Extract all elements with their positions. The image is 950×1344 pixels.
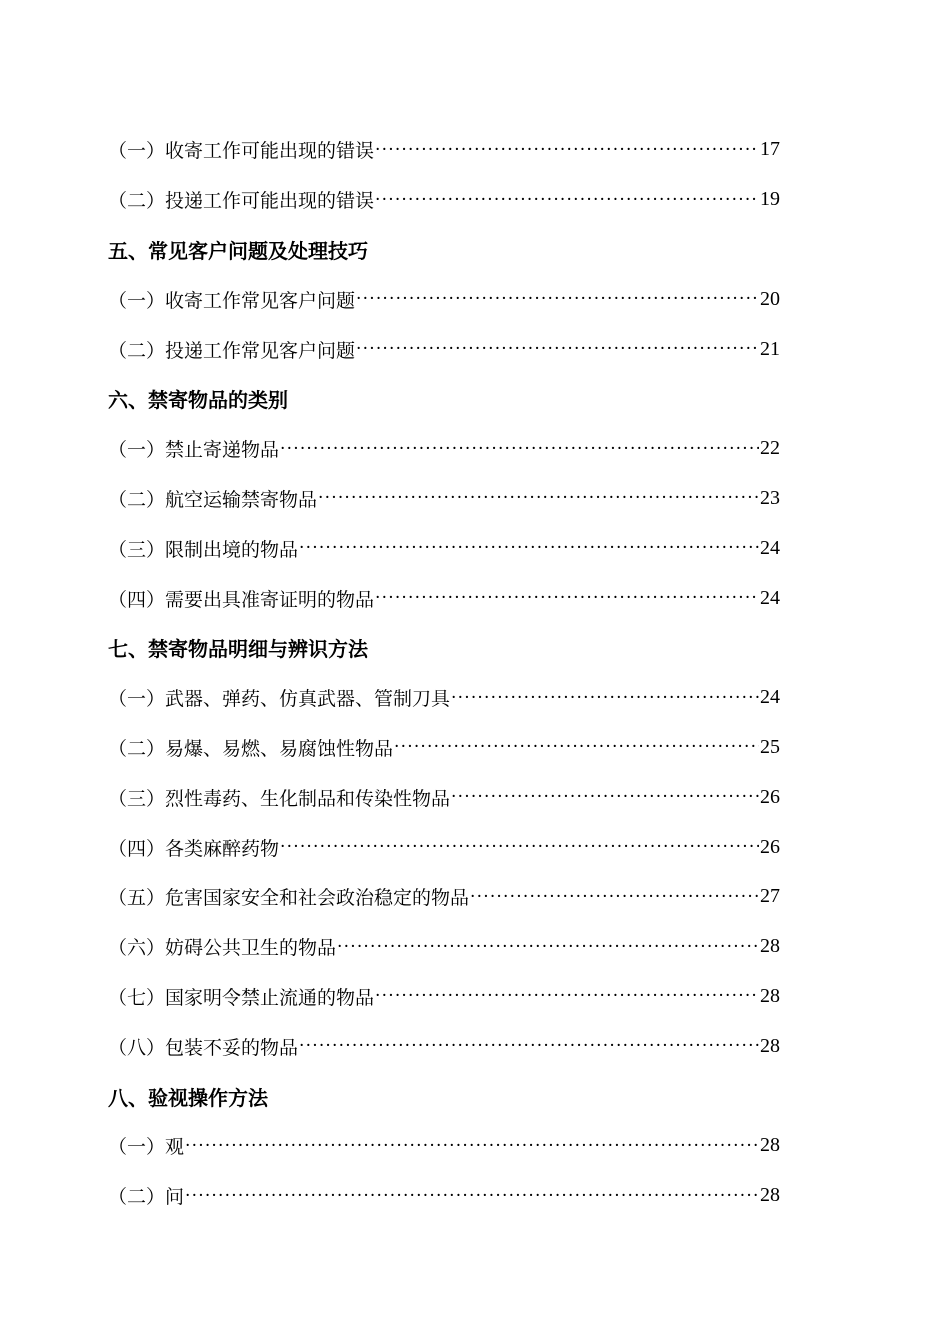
toc-entry-label: （四）各类麻醉药物 [108,837,280,860]
toc-entry-label: （二）投递工作可能出现的错误 [108,190,375,213]
toc-leader-dots [280,837,759,857]
toc-entry-label: （五）危害国家安全和社会政治稳定的物品 [108,887,470,910]
toc-page-number: 26 [760,785,780,808]
toc-leader-dots [375,986,759,1006]
toc-entry[interactable] [108,474,780,524]
toc-entry-label: （二）易爆、易燃、易腐蚀性物品 [108,737,394,760]
toc-leader-dots [375,140,759,160]
toc-leader-dots [185,1136,759,1156]
toc-entry[interactable] [108,972,780,1022]
toc-page-number: 24 [760,686,780,709]
toc-entry-label: （一）收寄工作可能出现的错误 [108,140,375,163]
toc-entry[interactable] [108,274,780,324]
toc-page-number: 28 [760,1134,780,1157]
toc-page-number: 28 [760,984,780,1007]
toc-page-number: 28 [760,935,780,958]
toc-page-number: 21 [760,337,780,360]
toc-leader-dots [299,538,759,558]
toc-leader-dots [451,688,759,708]
toc-page-number: 27 [760,885,780,908]
toc-entry[interactable] [108,573,780,623]
toc-entry-label: （三）烈性毒药、生化制品和传染性物品 [108,787,451,810]
toc-entry[interactable] [108,723,780,773]
toc-section-heading[interactable]: 八、验视操作方法 [108,1085,268,1110]
toc-entry[interactable] [108,424,780,474]
toc-page-number: 20 [760,287,780,310]
toc-leader-dots [356,339,759,359]
toc-entry-label: （一）禁止寄递物品 [108,439,280,462]
toc-page-number: 28 [760,1034,780,1057]
toc-section-heading[interactable]: 七、禁寄物品明细与辨识方法 [108,637,368,662]
toc-page-number: 28 [760,1184,780,1207]
toc-entry-label: （一）武器、弹药、仿真武器、管制刀具 [108,688,451,711]
toc-entry-label: （二）航空运输禁寄物品 [108,488,318,511]
toc-entry[interactable] [108,772,780,822]
toc-page-number: 25 [760,735,780,758]
toc-entry-label: （六）妨碍公共卫生的物品 [108,937,337,960]
toc-entry[interactable] [108,175,780,225]
toc-page-number: 26 [760,835,780,858]
toc-entry[interactable] [108,1171,780,1221]
toc-leader-dots [280,439,759,459]
toc-page-number: 24 [760,536,780,559]
toc-entry[interactable] [108,673,780,723]
toc-entry[interactable] [108,822,780,872]
toc-entry-label: （三）限制出境的物品 [108,538,299,561]
toc-entry[interactable] [108,922,780,972]
toc-leader-dots [451,787,759,807]
toc-leader-dots [356,289,759,309]
toc-leader-dots [337,937,759,957]
toc-entry-label: （八）包装不妥的物品 [108,1036,299,1059]
toc-entry[interactable] [108,523,780,573]
toc-entry[interactable] [108,1021,780,1071]
toc-entry-label: （一）收寄工作常见客户问题 [108,289,356,312]
toc-page-number: 23 [760,486,780,509]
toc-entry[interactable] [108,872,780,922]
toc-leader-dots [375,588,759,608]
toc-leader-dots [375,190,759,210]
toc-entry[interactable] [108,324,780,374]
toc-section-heading[interactable]: 五、常见客户问题及处理技巧 [108,238,368,263]
toc-leader-dots [394,737,759,757]
toc-entry-label: （四）需要出具准寄证明的物品 [108,588,375,611]
toc-page-number: 17 [760,138,780,161]
toc-section-heading[interactable]: 六、禁寄物品的类别 [108,388,288,413]
toc-leader-dots [470,887,759,907]
toc-entry[interactable] [108,125,780,175]
toc-leader-dots [318,488,759,508]
toc-entry-label: （二）投递工作常见客户问题 [108,339,356,362]
table-of-contents [108,125,780,1221]
toc-entry-label: （一）观 [108,1136,185,1159]
toc-page-number: 19 [760,188,780,211]
toc-leader-dots [299,1036,759,1056]
toc-leader-dots [185,1186,759,1206]
toc-entry-label: （二）问 [108,1186,185,1209]
toc-page-number: 22 [760,437,780,460]
toc-entry-label: （七）国家明令禁止流通的物品 [108,986,375,1009]
toc-entry[interactable] [108,1121,780,1171]
toc-page-number: 24 [760,586,780,609]
